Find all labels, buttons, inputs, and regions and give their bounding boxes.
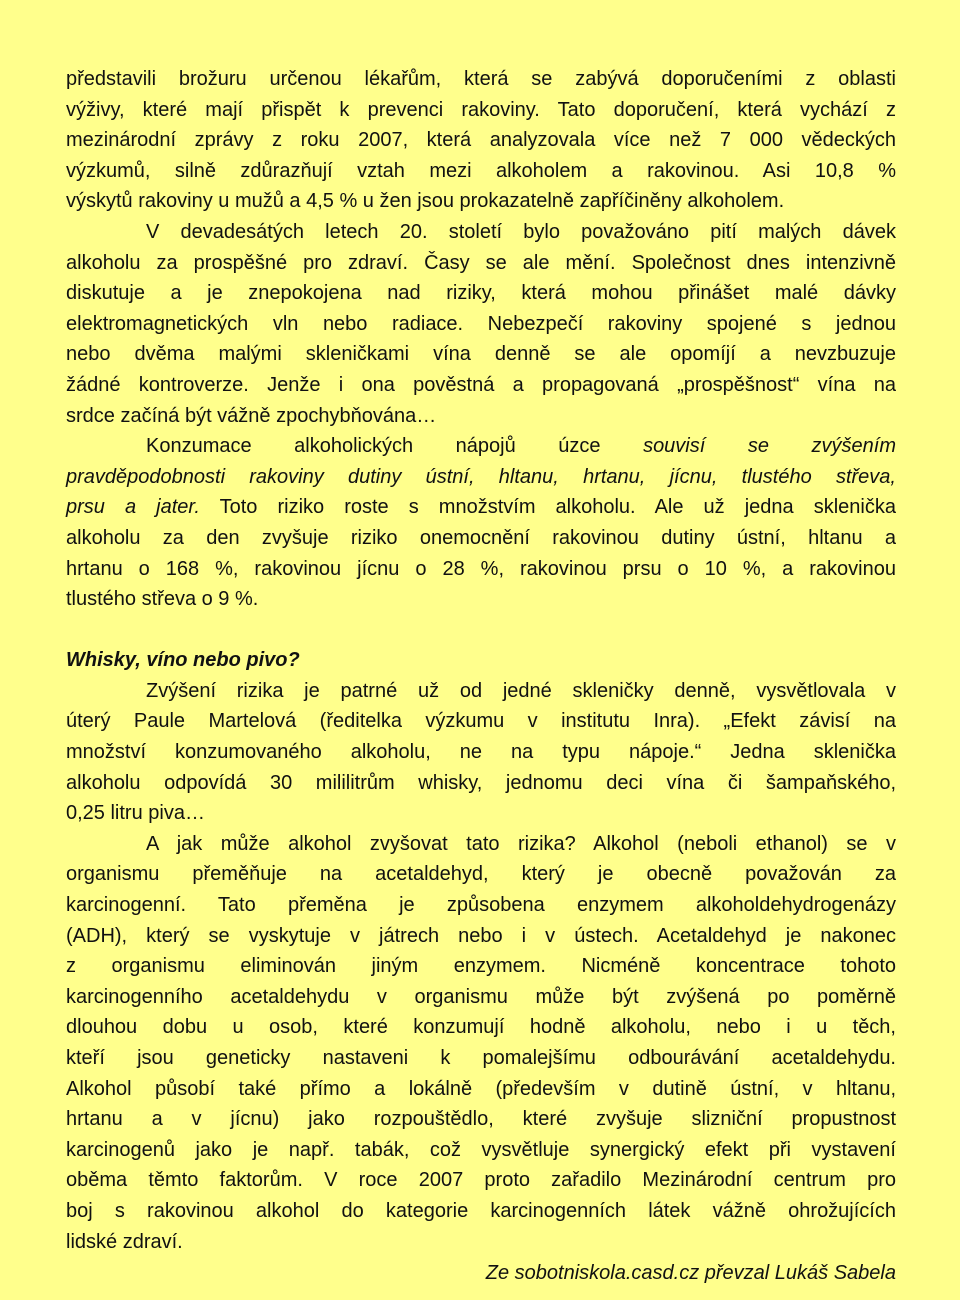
text-line: karcinogenů jako je např. tabák, což vysvětluje synergický efekt při vystavení — [66, 1138, 896, 1161]
text-run: Konzumace alkoholických nápojů úzce — [146, 435, 644, 458]
text-line: tlustého střeva o 9 %. — [66, 588, 259, 611]
text-line: kteří jsou geneticky nastaveni k pomalejšímu odbourávání acetaldehydu. — [66, 1047, 896, 1069]
text-run-italic: souvisí se zvýšením — [643, 435, 896, 458]
text-line: karcinogenního acetaldehydu v organismu může být zvýšená po poměrně — [66, 985, 896, 1008]
text-line: nebo dvěma malými skleničkami vína denně se ale opomíjí a nevzbuzuje — [66, 343, 896, 366]
text-line: elektromagnetických vln nebo radiace. Nebezpečí rakoviny spojené s jednou — [66, 312, 896, 335]
source-credit: Ze sobotniskola.casd.cz převzal Lukáš Sabela — [485, 1262, 896, 1284]
text-line: výživy, které mají přispět k prevenci rakoviny. Tato doporučení, která vychází z — [66, 98, 896, 121]
paragraph-mechanism — [66, 829, 896, 1257]
text-line: žádné kontroverze. Jenže i ona pověstná a propagovaná „prospěšnost“ vína na — [66, 373, 896, 396]
paragraph-intro — [66, 64, 896, 217]
paragraph-history — [66, 217, 896, 431]
document-body — [66, 64, 896, 1257]
text-line: V devadesátých letech 20. století bylo považováno pití malých dávek — [146, 220, 896, 243]
text-line: 0,25 litru piva… — [66, 802, 205, 825]
text-line: organismu přeměňuje na acetaldehyd, který je obecně považován za — [66, 863, 896, 886]
text-line-italic: pravděpodobnosti rakoviny dutiny ústní, hltanu, hrtanu, jícnu, tlustého střeva, — [66, 465, 896, 488]
text-line — [66, 492, 896, 523]
text-line: představili brožuru určenou lékařům, která se zabývá doporučeními z oblasti — [66, 68, 896, 90]
text-line: dlouhou dobu u osob, které konzumují hodně alkoholu, nebo i u těch, — [66, 1016, 896, 1039]
text-line: Alkohol působí také přímo a lokálně (především v dutině ústní, v hltanu, — [66, 1077, 896, 1100]
text-line: srdce začíná být vážně zpochybňována… — [66, 404, 437, 427]
text-line: úterý Paule Martelová (ředitelka výzkumu v institutu Inra). „Efekt závisí na — [66, 710, 896, 733]
text-line: hrtanu a v jícnu) jako rozpouštědlo, které zvyšuje slizniční propustnost — [66, 1108, 896, 1131]
text-line: boj s rakovinou alkohol do kategorie karcinogenních látek vážně ohrožujících — [66, 1199, 896, 1222]
text-line: výzkumů, silně zdůrazňují vztah mezi alkoholem a rakovinou. Asi 10,8 % — [66, 159, 896, 182]
text-line: oběma těmto faktorům. V roce 2007 proto zařadilo Mezinárodní centrum pro — [66, 1169, 896, 1192]
text-line: z organismu eliminován jiným enzymem. Nicméně koncentrace tohoto — [66, 955, 896, 978]
text-run-italic: prsu a jater. — [66, 496, 200, 519]
text-line — [66, 431, 896, 462]
paragraph-whisky — [66, 676, 896, 829]
text-line: alkoholu za prospěšné pro zdraví. Časy se ale mění. Společnost dnes intenzivně — [66, 251, 896, 274]
text-line: Zvýšení rizika je patrné už od jedné skleničky denně, vysvětlovala v — [146, 679, 896, 702]
section-heading: Whisky, víno nebo pivo? — [66, 649, 300, 672]
paragraph-consumption — [66, 431, 896, 615]
spacer — [66, 615, 896, 646]
text-line: hrtanu o 168 %, rakovinou jícnu o 28 %, rakovinou prsu o 10 %, a rakovinou — [66, 557, 896, 580]
text-line: alkoholu za den zvyšuje riziko onemocnění rakovinou dutiny ústní, hltanu a — [66, 526, 896, 549]
text-line: alkoholu odpovídá 30 mililitrům whisky, jednomu deci vína či šampaňského, — [66, 771, 896, 794]
text-line: (ADH), který se vyskytuje v játrech nebo i v ústech. Acetaldehyd je nakonec — [66, 924, 896, 947]
text-line: mezinárodní zprávy z roku 2007, která analyzovala více než 7 000 vědeckých — [66, 129, 896, 152]
text-line: A jak může alkohol zvyšovat tato rizika? Alkohol (neboli ethanol) se v — [146, 832, 896, 855]
text-line: diskutuje a je znepokojena nad riziky, která mohou přinášet malé dávky — [66, 282, 896, 305]
text-run: Toto riziko roste s množstvím alkoholu. Ale už jedna sklenička — [199, 496, 896, 519]
text-line: karcinogenní. Tato přeměna je způsobena enzymem alkoholdehydrogenázy — [66, 894, 896, 917]
text-line: lidské zdraví. — [66, 1230, 183, 1253]
text-line: množství konzumovaného alkoholu, ne na typu nápoje.“ Jedna sklenička — [66, 741, 896, 764]
text-line: výskytů rakoviny u mužů a 4,5 % u žen jsou prokazatelně zapříčiněny alkoholem. — [66, 190, 785, 213]
